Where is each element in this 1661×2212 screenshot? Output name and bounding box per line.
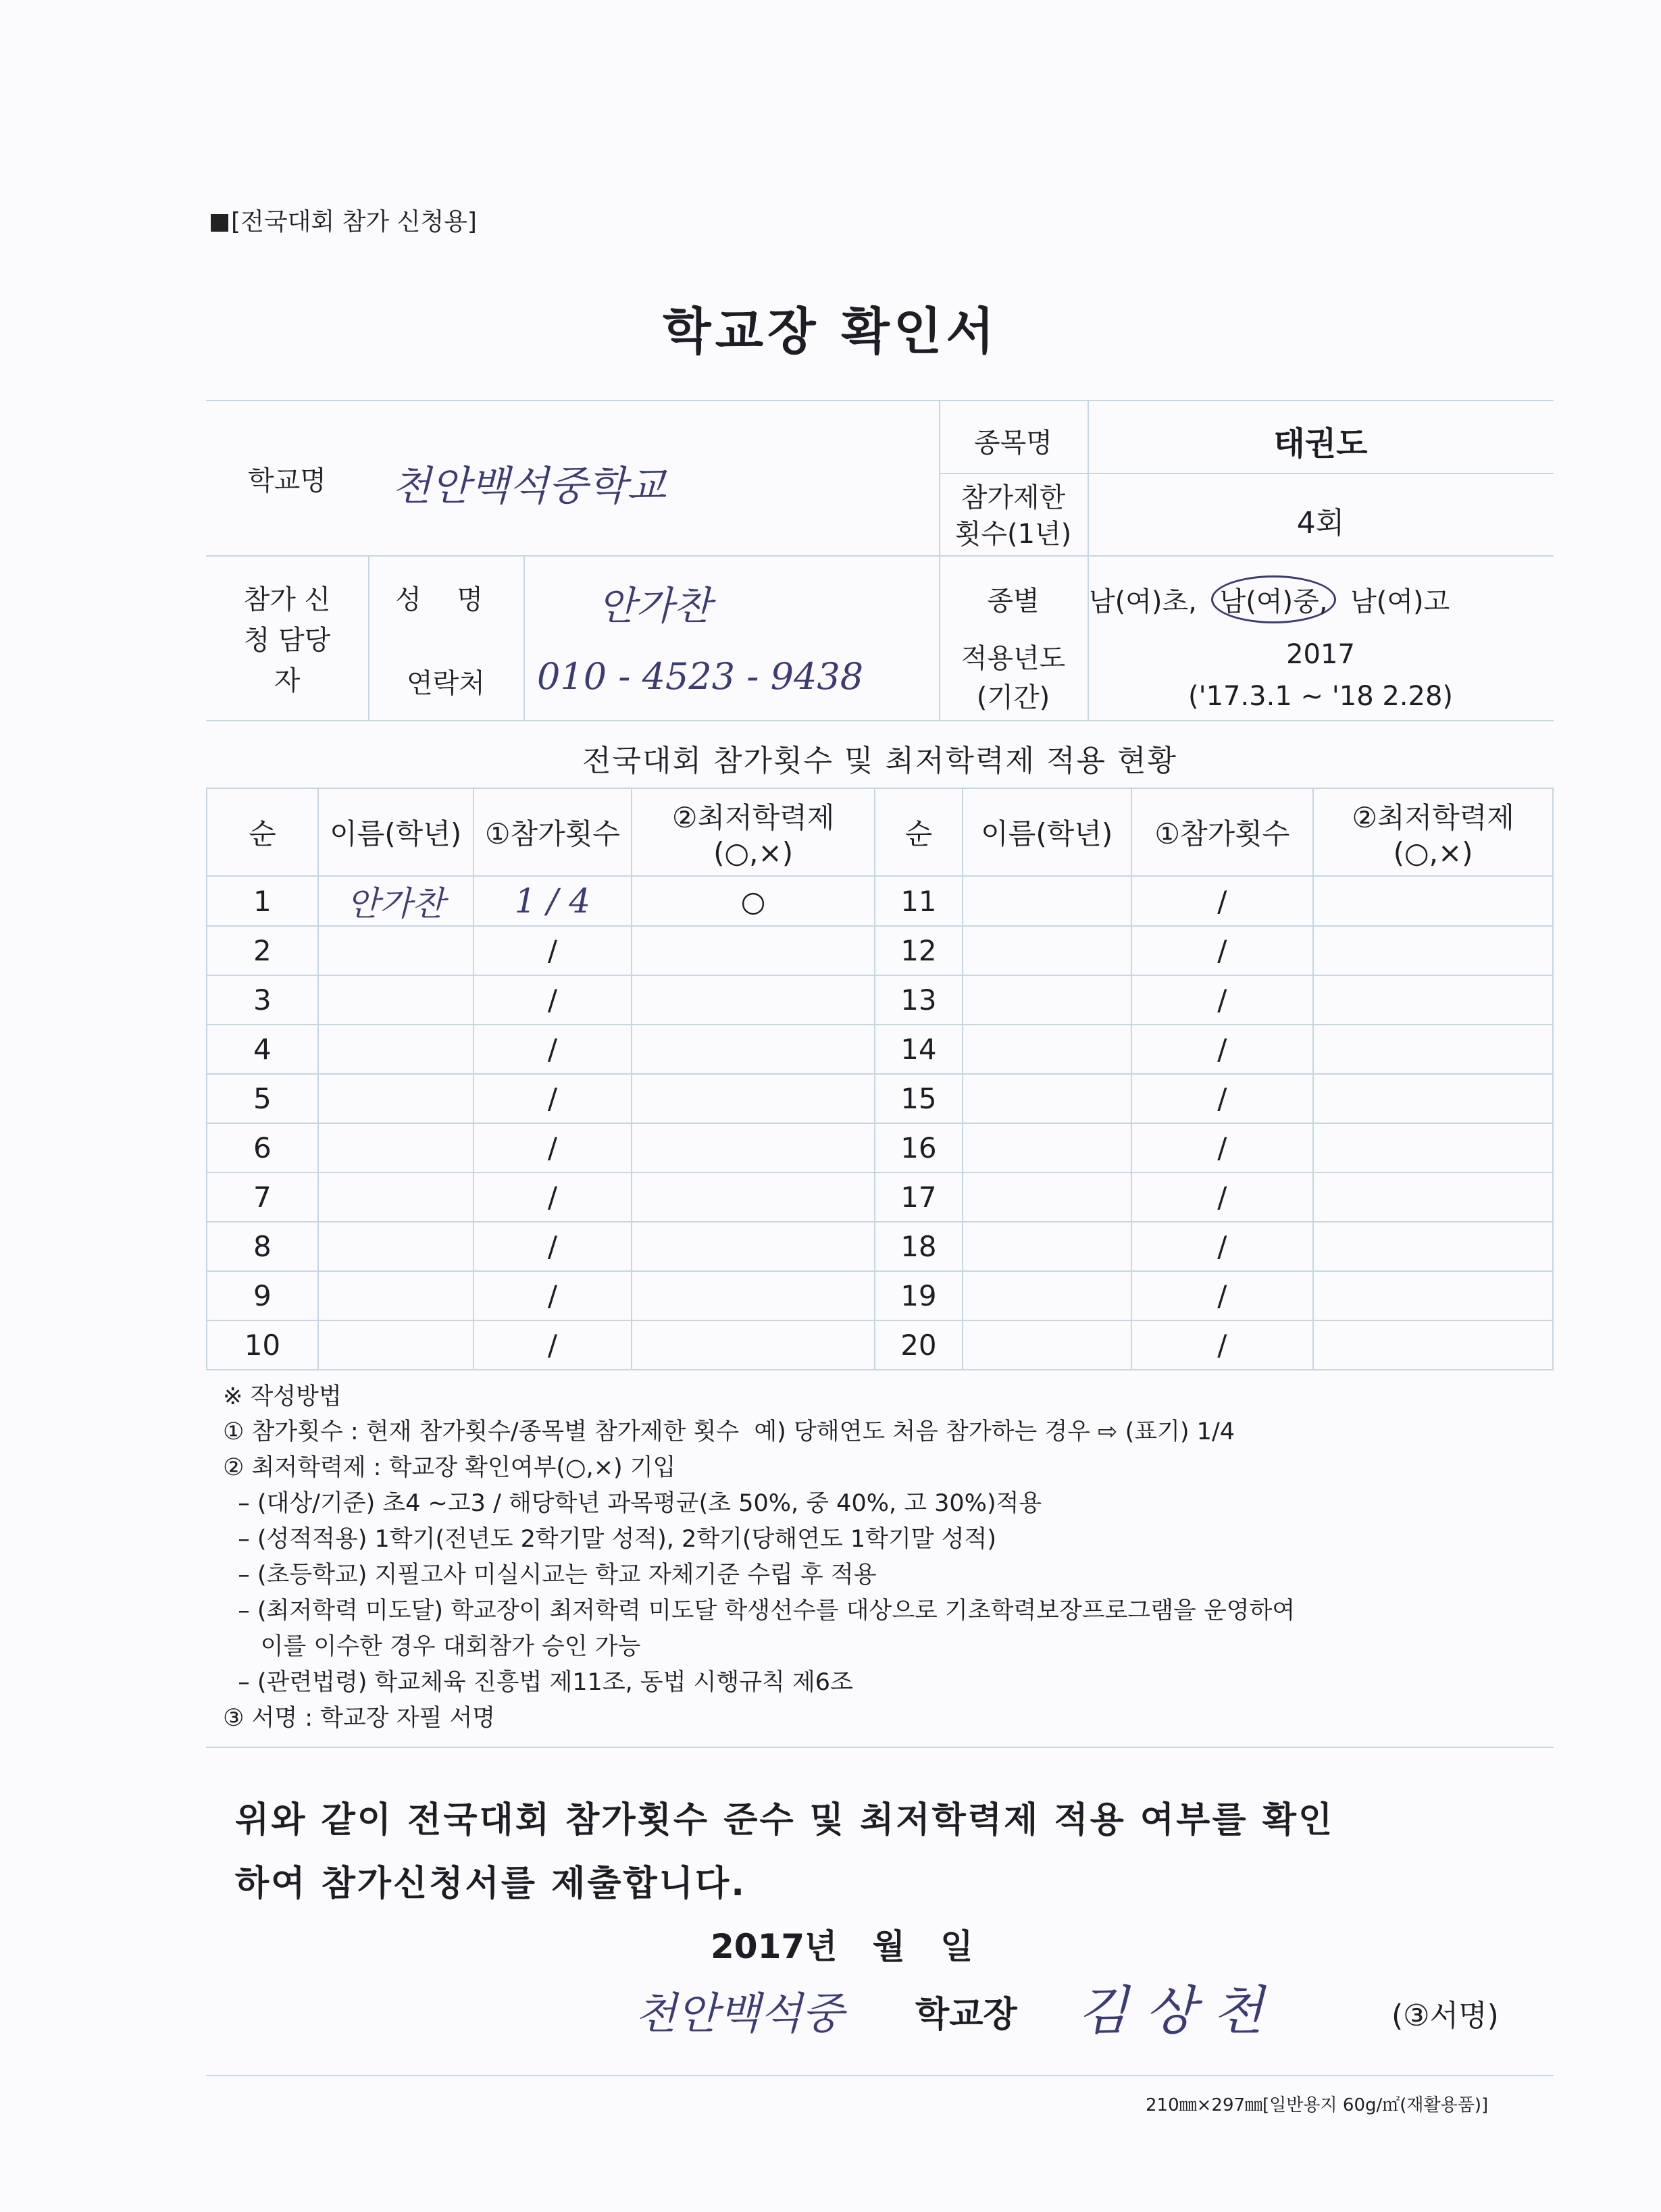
row-name bbox=[318, 1271, 474, 1320]
row-count-2: / bbox=[1131, 975, 1314, 1025]
principal-signature: 김 상 천 bbox=[1077, 1981, 1264, 2042]
notes-heading: ※ 작성방법 bbox=[223, 1383, 342, 1410]
row-grade-2 bbox=[1313, 1222, 1553, 1271]
table-row bbox=[207, 876, 1553, 926]
row-grade-2 bbox=[1313, 1271, 1553, 1320]
row-count-2: / bbox=[1131, 1320, 1314, 1370]
row-grade-2 bbox=[1313, 1025, 1553, 1074]
row-grade bbox=[632, 1074, 875, 1123]
contact-label: 연락처 bbox=[407, 668, 485, 699]
row-count: / bbox=[474, 1025, 632, 1074]
row-no-2: 16 bbox=[875, 1123, 963, 1173]
note-line: 이를 이수한 경우 대회참가 승인 가능 bbox=[223, 1633, 641, 1660]
row-count: / bbox=[474, 1123, 632, 1173]
row-grade bbox=[632, 975, 875, 1025]
row-count: / bbox=[474, 1271, 632, 1320]
note-line: – (성적적용) 1학기(전년도 2학기말 성적), 2학기(당해연도 1학기말 성적) bbox=[223, 1526, 997, 1553]
header-grade: ②최저학력제 (○,×) bbox=[632, 788, 875, 876]
square-bullet-icon bbox=[211, 214, 228, 232]
header-count: ①참가횟수 bbox=[474, 788, 632, 876]
row-count: / bbox=[474, 1074, 632, 1123]
row-name-2 bbox=[963, 1074, 1131, 1123]
row-count: 1 / 4 bbox=[474, 876, 632, 926]
table-row bbox=[207, 1222, 1553, 1271]
row-no-2: 11 bbox=[875, 876, 963, 926]
form-tag: [전국대회 참가 신청용] bbox=[211, 203, 477, 237]
row-grade-2 bbox=[1313, 1173, 1553, 1222]
row-count: / bbox=[474, 975, 632, 1025]
note-line: – (대상/기준) 초4 ~고3 / 해당학년 과목평균(초 50%, 중 40%, 고 30%)적용 bbox=[223, 1490, 1042, 1517]
row-count-2: / bbox=[1131, 1025, 1314, 1074]
school-value: 천안백석중학교 bbox=[392, 463, 666, 510]
row-grade bbox=[632, 1025, 875, 1074]
table-row bbox=[207, 975, 1553, 1025]
year-value: 2017 bbox=[1286, 639, 1355, 670]
note-line: ① 참가횟수 : 현재 참가횟수/종목별 참가제한 횟수 예) 당해연도 처음 참가하는 경우 ⇨ (표기) 1/4 bbox=[223, 1418, 1235, 1445]
category-option-high: 남(여)고 bbox=[1350, 586, 1450, 617]
row-name bbox=[318, 1123, 474, 1173]
note-line: ③ 서명 : 학교장 자필 서명 bbox=[223, 1705, 496, 1732]
name-label: 성 명 bbox=[395, 584, 496, 615]
row-count: / bbox=[474, 926, 632, 975]
row-no-2: 18 bbox=[875, 1222, 963, 1271]
header-no: 순 bbox=[207, 788, 318, 876]
header-count-2: ①참가횟수 bbox=[1131, 788, 1314, 876]
row-no-2: 13 bbox=[875, 975, 963, 1025]
row-grade: ○ bbox=[632, 876, 875, 926]
row-name-2 bbox=[963, 1271, 1131, 1320]
row-name bbox=[318, 975, 474, 1025]
row-name: 안가찬 bbox=[318, 876, 474, 926]
row-no: 1 bbox=[207, 876, 318, 926]
row-count: / bbox=[474, 1320, 632, 1370]
sign-mark: (③서명) bbox=[1391, 1999, 1499, 2033]
category-option-elementary: 남(여)초, bbox=[1089, 586, 1197, 617]
applicant-group-label: 참가 신청 담당자 bbox=[243, 584, 331, 696]
header-name-2: 이름(학년) bbox=[963, 788, 1131, 876]
row-no: 5 bbox=[207, 1074, 318, 1123]
row-name bbox=[318, 1222, 474, 1271]
row-name bbox=[318, 1173, 474, 1222]
table-row bbox=[207, 1074, 1553, 1123]
period-value: ('17.3.1 ~ '18 2.28) bbox=[1187, 681, 1454, 712]
row-grade-2 bbox=[1313, 1074, 1553, 1123]
row-grade-2 bbox=[1313, 1320, 1553, 1370]
row-no-2: 17 bbox=[875, 1173, 963, 1222]
row-count-2: / bbox=[1131, 1123, 1314, 1173]
row-count-2: / bbox=[1131, 876, 1314, 926]
declaration-line-1: 위와 같이 전국대회 참가횟수 준수 및 최저학력제 적용 여부를 확인 bbox=[235, 1800, 1335, 1841]
row-no-2: 14 bbox=[875, 1025, 963, 1074]
row-name-2 bbox=[963, 1173, 1131, 1222]
row-no: 4 bbox=[207, 1025, 318, 1074]
note-line: ② 최저학력제 : 학교장 확인여부(○,×) 기입 bbox=[223, 1454, 676, 1481]
row-no-2: 15 bbox=[875, 1074, 963, 1123]
header-name: 이름(학년) bbox=[318, 788, 474, 876]
row-grade bbox=[632, 1173, 875, 1222]
status-table-title: 전국대회 참가횟수 및 최저학력제 적용 현황 bbox=[582, 744, 1177, 778]
row-name-2 bbox=[963, 1222, 1131, 1271]
row-no-2: 20 bbox=[875, 1320, 963, 1370]
row-grade bbox=[632, 1271, 875, 1320]
declaration-line-2: 하여 참가신청서를 제출합니다. bbox=[235, 1863, 746, 1904]
limit-value: 4회 bbox=[1296, 506, 1345, 540]
row-no: 2 bbox=[207, 926, 318, 975]
header-grade-2: ②최저학력제 (○,×) bbox=[1313, 788, 1553, 876]
row-no: 6 bbox=[207, 1123, 318, 1173]
row-name bbox=[318, 926, 474, 975]
row-no: 8 bbox=[207, 1222, 318, 1271]
note-line: – (관련법령) 학교체육 진흥법 제11조, 동법 시행규칙 제6조 bbox=[223, 1669, 853, 1696]
row-name-2 bbox=[963, 1123, 1131, 1173]
row-no: 9 bbox=[207, 1271, 318, 1320]
row-no: 7 bbox=[207, 1173, 318, 1222]
table-row bbox=[207, 1025, 1553, 1074]
limit-label: 참가제한 횟수(1년) bbox=[954, 482, 1072, 550]
row-name bbox=[318, 1025, 474, 1074]
row-count-2: / bbox=[1131, 1074, 1314, 1123]
row-name-2 bbox=[963, 876, 1131, 926]
page-title: 학교장 확인서 bbox=[663, 303, 998, 361]
row-count: / bbox=[474, 1222, 632, 1271]
row-grade bbox=[632, 926, 875, 975]
row-count-2: / bbox=[1131, 926, 1314, 975]
row-grade bbox=[632, 1320, 875, 1370]
row-grade-2 bbox=[1313, 975, 1553, 1025]
contact-value: 010 - 4523 - 9438 bbox=[537, 655, 864, 698]
row-grade-2 bbox=[1313, 1123, 1553, 1173]
row-count-2: / bbox=[1131, 1222, 1314, 1271]
category-option-middle: 남(여)중, bbox=[1211, 575, 1337, 623]
row-no-2: 12 bbox=[875, 926, 963, 975]
row-no-2: 19 bbox=[875, 1271, 963, 1320]
name-value: 안가찬 bbox=[598, 583, 712, 629]
row-name-2 bbox=[963, 1025, 1131, 1074]
category-label: 종별 bbox=[987, 586, 1040, 617]
row-grade-2 bbox=[1313, 926, 1553, 975]
row-name-2 bbox=[963, 1320, 1131, 1370]
year-label: 적용년도 (기간) bbox=[961, 643, 1066, 713]
row-no: 10 bbox=[207, 1320, 318, 1370]
status-table bbox=[206, 788, 1554, 1370]
table-row bbox=[207, 1173, 1553, 1222]
row-name-2 bbox=[963, 926, 1131, 975]
sport-label: 종목명 bbox=[974, 428, 1052, 459]
paper-spec: 210㎜×297㎜[일반용지 60g/㎡(재활용품)] bbox=[1146, 2095, 1489, 2115]
row-name bbox=[318, 1074, 474, 1123]
row-grade-2 bbox=[1313, 876, 1553, 926]
row-no: 3 bbox=[207, 975, 318, 1025]
table-row bbox=[207, 1271, 1553, 1320]
row-name bbox=[318, 1320, 474, 1370]
principal-label: 학교장 bbox=[915, 1995, 1017, 2035]
row-count: / bbox=[474, 1173, 632, 1222]
table-row bbox=[207, 926, 1553, 975]
row-count-2: / bbox=[1131, 1271, 1314, 1320]
row-count-2: / bbox=[1131, 1173, 1314, 1222]
sign-school: 천안백석중 bbox=[635, 1989, 844, 2039]
category-options bbox=[1089, 575, 1450, 623]
row-grade bbox=[632, 1222, 875, 1271]
table-row bbox=[207, 1123, 1553, 1173]
table-row bbox=[207, 1320, 1553, 1370]
school-label: 학교명 bbox=[248, 465, 326, 496]
row-grade bbox=[632, 1123, 875, 1173]
row-name-2 bbox=[963, 975, 1131, 1025]
sport-value: 태권도 bbox=[1273, 425, 1368, 463]
note-line: – (최저학력 미도달) 학교장이 최저학력 미도달 학생선수를 대상으로 기초학력보장프로그램을 운영하여 bbox=[223, 1597, 1296, 1624]
header-no-2: 순 bbox=[875, 788, 963, 876]
sign-date: 2017년 월 일 bbox=[711, 1927, 973, 1966]
note-line: – (초등학교) 지필고사 미실시교는 학교 자체기준 수립 후 적용 bbox=[223, 1562, 877, 1589]
